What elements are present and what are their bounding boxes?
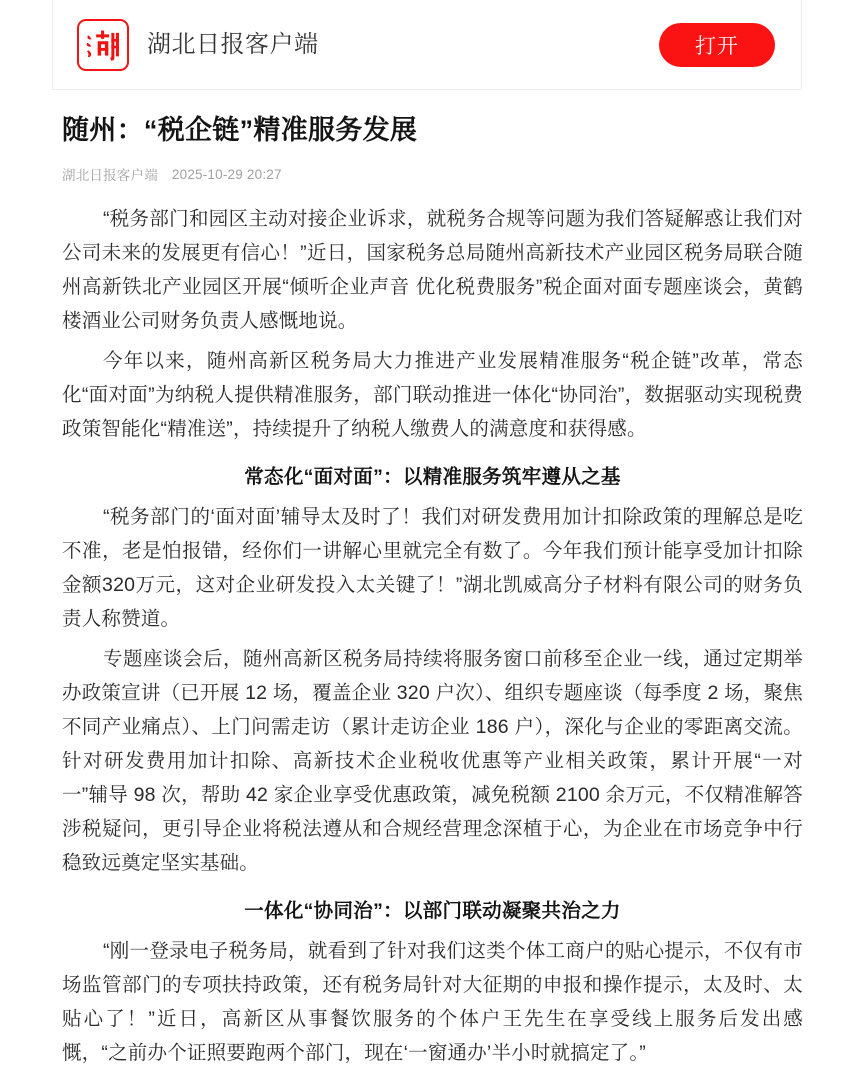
article-subheading: 一体化“协同治”：以部门联动凝聚共治之力 xyxy=(244,900,621,922)
app-promo-bar xyxy=(52,0,802,90)
article-datetime: 2025-10-29 20:27 xyxy=(171,166,282,182)
article-meta xyxy=(62,164,803,184)
article-source: 湖北日报客户端 xyxy=(62,168,158,183)
article-container xyxy=(0,90,845,1076)
hubei-daily-seal-logo-icon xyxy=(77,19,129,71)
article-paragraph: 今年以来，随州高新区税务局大力推进产业发展精准服务“税企链”改革，常态化“面对面”为纳税人提供精准服务，部门联动推进一体化“协同治”，数据驱动实现税费政策智能化“精准送”，持续提升了纳税人缴费人的满意度和获得感。 xyxy=(62,350,803,440)
article-paragraph: 专题座谈会后，随州高新区税务局持续将服务窗口前移至企业一线，通过定期举办政策宣讲（已开展 12 场，覆盖企业 320 户次）、组织专题座谈（每季度 2 场，聚焦不同产业痛点）、上门问需走访（累计走访企业 186 户），深化与企业的零距离交流。针对研发费用加计扣除、高新技术企业税收优惠等产业相关政策，累计开展“一对一”辅导 98 次，帮助 42 家企业享受优惠政策，减免税额 2100 余万元，不仅精准解答涉税疑问，更引导企业将税法遵从和合规经营理念深植于心，为企业在市场竞争中行稳致远奠定坚实基础。 xyxy=(62,648,803,874)
app-name-label: 湖北日报客户端 xyxy=(147,30,319,58)
article-body xyxy=(62,202,803,1070)
article-subheading: 常态化“面对面”：以精准服务筑牢遵从之基 xyxy=(244,466,621,488)
article-title: 随州：“税企链”精准服务发展 xyxy=(62,115,418,145)
article-paragraph: “刚一登录电子税务局，就看到了针对我们这类个体工商户的贴心提示，不仅有市场监管部门的专项扶持政策，还有税务局针对大征期的申报和操作提示，太及时、太贴心了！”近日，高新区从事餐饮服务的个体户王先生在享受线上服务后发出感慨，“之前办个证照要跑两个部门，现在‘一窗通办’半小时就搞定了。” xyxy=(62,940,803,1064)
article-paragraph: “税务部门和园区主动对接企业诉求，就税务合规等问题为我们答疑解惑让我们对公司未来的发展更有信心！”近日，国家税务总局随州高新技术产业园区税务局联合随州高新铁北产业园区开展“倾听企业声音 优化税费服务”税企面对面专题座谈会，黄鹤楼酒业公司财务负责人感慨地说。 xyxy=(62,208,803,332)
open-app-button[interactable]: 打开 xyxy=(659,23,775,67)
article-paragraph: “税务部门的‘面对面’辅导太及时了！我们对研发费用加计扣除政策的理解总是吃不准，老是怕报错，经你们一讲解心里就完全有数了。今年我们预计能享受加计扣除金额320万元，这对企业研发投入太关键了！”湖北凯威高分子材料有限公司的财务负责人称赞道。 xyxy=(62,506,803,630)
